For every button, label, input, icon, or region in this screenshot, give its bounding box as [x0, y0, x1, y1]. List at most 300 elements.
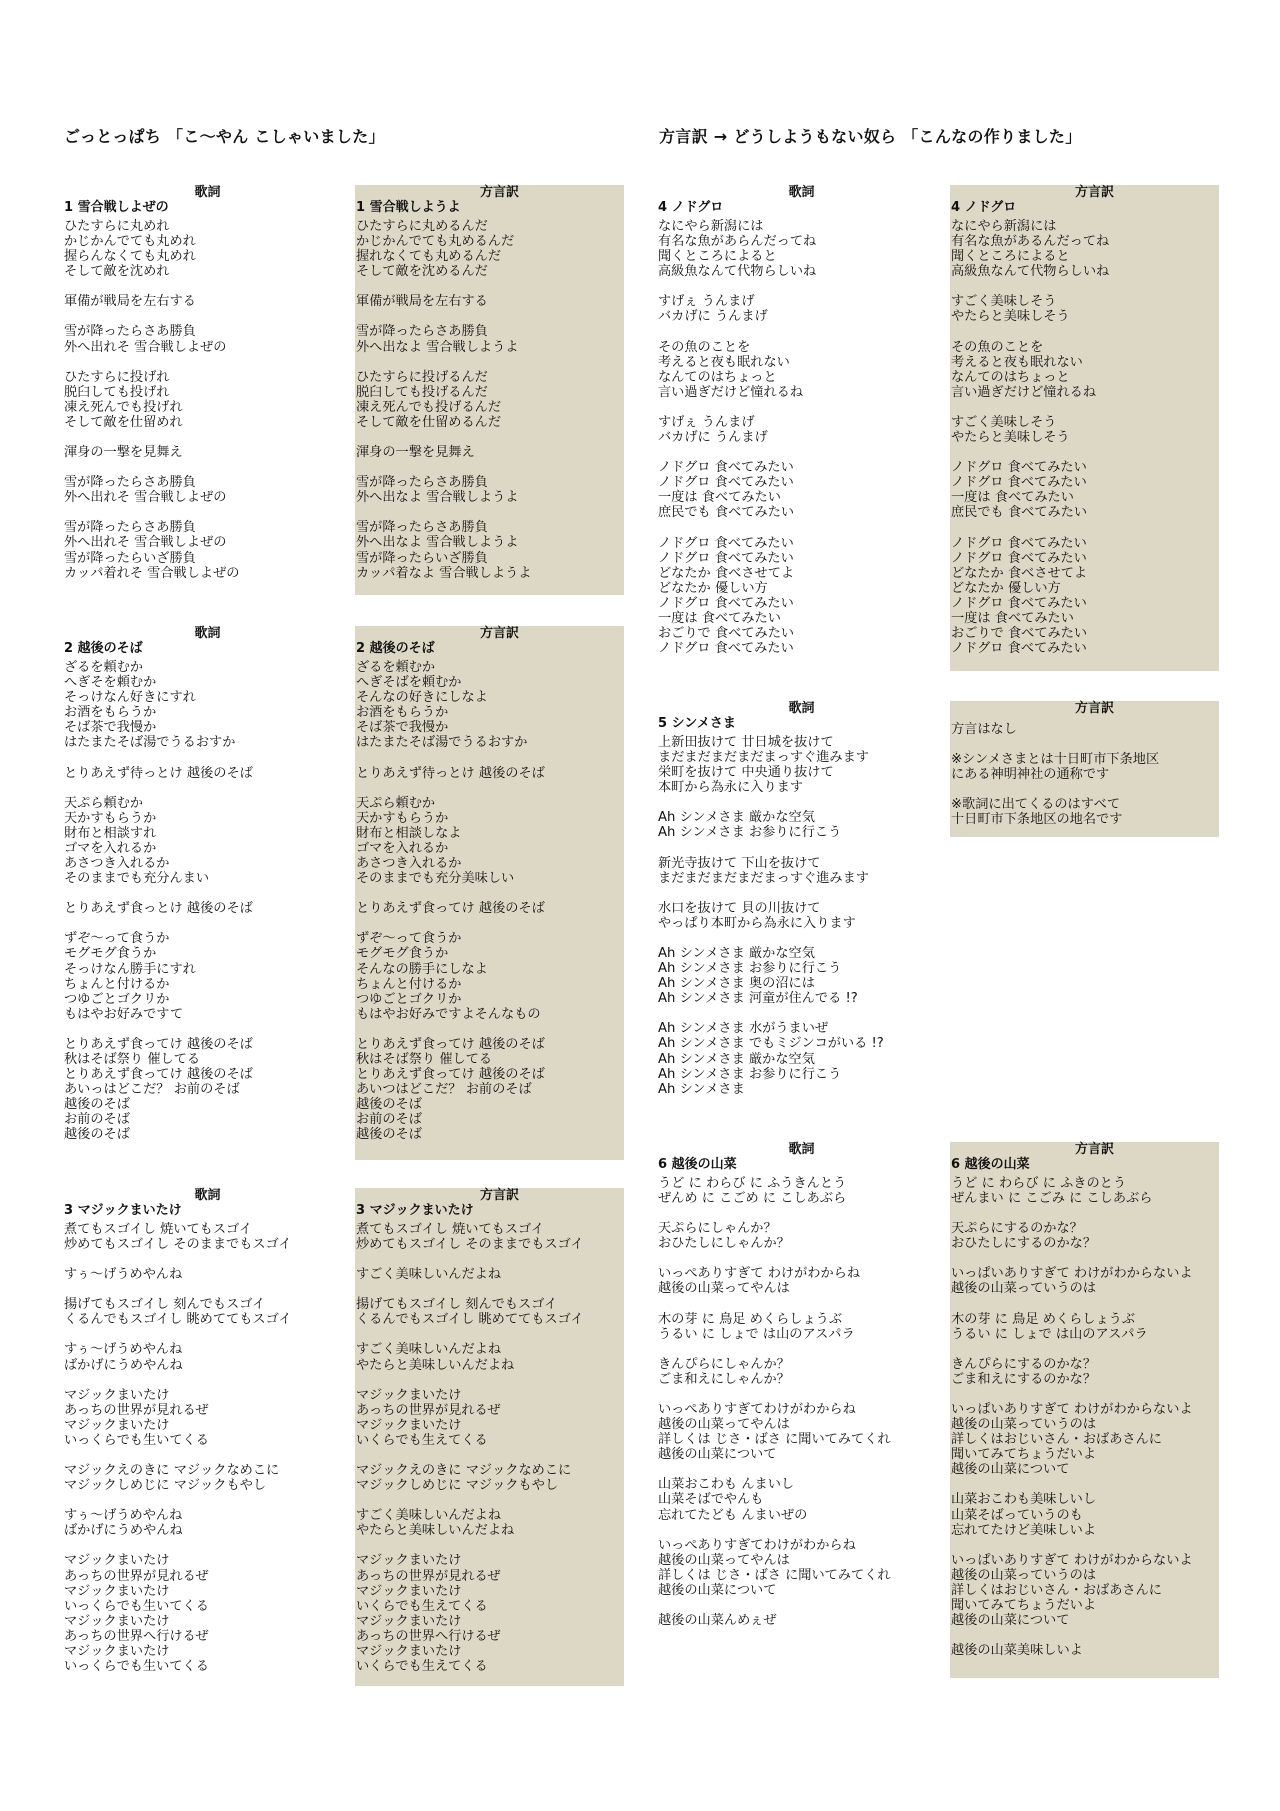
lyric-line: 越後の山菜っていうのは [951, 1567, 1097, 1583]
stanza [355, 324, 624, 354]
lyric-line: ノドグロ 食べてみたい [951, 595, 1087, 611]
lyric-line: へぎそばを頼むか [356, 675, 462, 691]
stanza [657, 1357, 926, 1387]
lyric-line: 握らんなくても丸めれ [64, 249, 196, 265]
lyric-line: 新光寺抜けて 下山を抜けて [658, 855, 821, 871]
lyric-line: お酒をもらうか [356, 705, 449, 721]
stanza [657, 415, 926, 445]
lyric-line: とりあえず食ってけ 越後のそば [64, 1036, 253, 1052]
lyric-line: ちょんと付けるか [356, 976, 462, 992]
lyric-line: Ah シンメさま お参りに行こう [658, 1066, 842, 1082]
stanza [355, 1553, 624, 1674]
lyric-line: そっけなん好きにすれ [64, 690, 196, 706]
lyric-line: そして敵を沈めるんだ [356, 264, 488, 280]
stanza [657, 1312, 926, 1342]
lyric-line: 一度は 食べてみたい [951, 490, 1074, 506]
lyric-line: そんなの好きにしなよ [356, 690, 488, 706]
lyric-line: お前のそば [64, 1112, 130, 1128]
song-title: 2 越後のそば [356, 641, 435, 656]
lyric-line: かじかんでても丸めるんだ [356, 234, 515, 250]
lyric-line: ノドグロ 食べてみたい [951, 475, 1087, 491]
lyric-line: そして敵を仕留めれ [64, 414, 183, 430]
stanza [950, 340, 1219, 400]
lyric-line: あさつき入れるか [64, 856, 170, 872]
lyric-line: 渾身の一撃を見舞え [356, 445, 475, 461]
stanza [355, 931, 624, 1022]
lyric-line: つゆごとゴクリか [64, 991, 170, 1007]
lyric-line: 越後の山菜ってやんは [658, 1417, 790, 1433]
stanza [63, 1267, 332, 1282]
lyric-line: Ah シンメさま でもミジンコがいる !? [658, 1036, 884, 1052]
lyric-line: マジックしめじに マジックもやし [64, 1478, 267, 1494]
lyric-line: 聞くところによると [658, 249, 777, 265]
lyric-line: くるんでもスゴイし 眺めててもスゴイ [64, 1312, 292, 1328]
lyric-line: やたらと美味しいんだよね [356, 1523, 515, 1539]
lyric-line: まだまだまだまだまっすぐ進みます [658, 870, 869, 886]
lyric-line: マジックまいたけ [64, 1387, 170, 1403]
lyric-line: 詳しくは じさ・ばさ に聞いてみてくれ [658, 1567, 891, 1583]
stanza [657, 1613, 926, 1628]
lyric-line: 越後の山菜について [951, 1462, 1070, 1478]
lyric-line: 詳しくはおじいさん・おばあさんに [951, 1432, 1162, 1448]
lyric-line: 天ぷらにしゃんか？ [658, 1221, 777, 1237]
lyric-line: 外へ出れそ 雪合戦しよぜの [64, 535, 227, 551]
song-title: 5 シンメさま [658, 716, 736, 731]
lyric-line: 有名な魚があるんだってね [951, 234, 1110, 250]
lyric-line: おひたしにするのかな？ [951, 1236, 1097, 1252]
lyric-line: 天ぷら頼むか [356, 795, 436, 811]
stanza [950, 460, 1219, 520]
dialect-label: 方言訳 [1074, 701, 1114, 716]
lyric-line: 越後のそば [64, 1127, 130, 1143]
lyric-line: 外へ出なよ 雪合戦しようよ [356, 339, 519, 355]
lyric-line: 考えると夜も眠れない [658, 354, 790, 370]
stanza [63, 1388, 332, 1448]
stanza [657, 1266, 926, 1296]
lyric-line: 聞くところによると [951, 249, 1070, 265]
lyric-line: Ah シンメさま 厳かな空気 [658, 810, 815, 826]
stanza [355, 660, 624, 751]
stanza [63, 1222, 332, 1252]
song-title: 6 越後の山菜 [951, 1157, 1030, 1172]
song-title: 4 ノドグロ [658, 200, 724, 215]
lyric-line: Ah シンメさま お参りに行こう [658, 825, 842, 841]
lyric-line: 外へ出なよ 雪合戦しようよ [356, 490, 519, 506]
lyric-line: Ah シンメさま 河童が住んでる !? [658, 991, 858, 1007]
stanza [657, 1221, 926, 1251]
stanza [63, 1508, 332, 1538]
lyric-line: ノドグロ 食べてみたい [951, 535, 1087, 551]
lyric-line: 考えると夜も眠れない [951, 354, 1083, 370]
song-title: 1 雪合戦しよぜの [64, 200, 169, 215]
lyric-line: 上新田抜けて 廿日城を抜けて [658, 735, 834, 750]
lyric-line: あさつき入れるか [356, 856, 462, 872]
stanza [657, 1176, 926, 1206]
lyric-line: そっけなん勝手にすれ [64, 961, 196, 977]
stanza [63, 1463, 332, 1493]
lyric-line: 握れなくても丸めるんだ [356, 249, 502, 265]
lyric-line: とりあえず食っとけ 越後のそば [64, 901, 253, 917]
lyric-line: やっぱり本町から為永に入ります [658, 915, 856, 931]
lyric-line: 渾身の一撃を見舞え [64, 445, 183, 461]
lyric-line: 方言はなし [951, 722, 1017, 737]
lyric-line: なにやら新潟には [951, 219, 1057, 234]
lyric-line: 雪が降ったらさあ勝負 [356, 475, 488, 491]
stanza [63, 520, 332, 580]
lyric-line: ずぞ～って食うか [356, 931, 462, 947]
stanza [950, 722, 1219, 737]
lyric-line: どなたか 優しい方 [658, 580, 768, 596]
dialect-label: 方言訳 [479, 1188, 519, 1203]
lyric-line: 忘れてたども んまいぜの [658, 1507, 808, 1523]
lyric-line: 高級魚なんて代物らしいね [658, 264, 817, 280]
stanza [63, 370, 332, 430]
lyric-line: 煮てもスゴイし 焼いてもスゴイ [64, 1222, 253, 1237]
lyric-line: ちょんと付けるか [64, 976, 170, 992]
lyric-line: ゴマを入れるか [356, 840, 449, 856]
lyric-line: 雪が降ったらさあ勝負 [356, 324, 488, 340]
lyric-line: そのままでも充分んまい [64, 871, 210, 887]
lyric-line: とりあえず待っとけ 越後のそば [64, 765, 253, 781]
dialect-panel-5 [950, 701, 1219, 837]
stanza [355, 370, 624, 430]
stanza [950, 1312, 1219, 1342]
lyric-line: うるい に しょで は山のアスパラ [951, 1326, 1148, 1342]
lyric-line: あっちの世界が見れるぜ [356, 1568, 501, 1584]
lyric-line: ぜんまい に こごみ に こしあぶら [951, 1191, 1153, 1207]
lyric-line: 山菜そばでやんも [658, 1492, 764, 1508]
lyric-line: うど に わらび に ふきのとう [951, 1176, 1127, 1191]
stanza [355, 1297, 624, 1327]
lyric-line: マジックまいたけ [64, 1583, 170, 1599]
lyric-line: 越後の山菜について [658, 1447, 777, 1463]
lyric-line: ノドグロ 食べてみたい [951, 460, 1087, 476]
stanza [355, 445, 624, 460]
lyric-line: バカげに うんまげ [658, 430, 768, 446]
lyric-line: 山菜そばっていうのも [951, 1507, 1083, 1523]
lyric-line: 越後の山菜っていうのは [951, 1281, 1097, 1297]
stanza [657, 735, 926, 795]
lyric-line: 木の芽 に 鳥足 めくらしょうぶ [658, 1311, 843, 1327]
lyric-line: マジックまいたけ [356, 1583, 462, 1599]
lyric-line: うど に わらび に ふうきんとう [658, 1176, 847, 1191]
lyric-line: 凍え死んでも投げるんだ [356, 399, 502, 415]
lyric-line: ひたすらに丸めるんだ [356, 219, 488, 234]
stanza [950, 536, 1219, 657]
stanza [657, 856, 926, 886]
lyric-line: 越後の山菜ってやんは [658, 1552, 790, 1568]
lyric-line: すぅ～げうめやんね [64, 1342, 183, 1358]
dialect-panel-2 [355, 626, 624, 1160]
stanza [355, 475, 624, 505]
lyric-line: ひたすらに投げれ [64, 369, 170, 385]
lyric-line: Ah シンメさま 厳かな空気 [658, 945, 815, 961]
dialect-label: 方言訳 [479, 626, 519, 641]
lyric-line: ざるを頼むか [356, 660, 436, 675]
lyric-line: 栄町を抜けて 中央通り抜けて [658, 765, 834, 781]
lyric-line: なんてのはちょっと [658, 369, 777, 385]
lyric-line: おごりで 食べてみたい [658, 626, 795, 642]
lyric-line: もはやお好みですよそんなもの [356, 1006, 541, 1022]
lyric-line: マジックしめじに マジックもやし [356, 1478, 559, 1494]
lyric-line: いくらでも生えてくる [356, 1598, 488, 1614]
song-title: 1 雪合戦しようよ [356, 200, 461, 215]
stanza [355, 219, 624, 279]
lyric-line: そして敵を仕留めるんだ [356, 414, 502, 430]
lyric-line: 財布と相談しなよ [356, 825, 462, 841]
lyric-line: ノドグロ 食べてみたい [658, 550, 794, 566]
lyric-line: いくらでも生えてくる [356, 1659, 488, 1675]
lyric-line: ノドグロ 食べてみたい [658, 641, 794, 657]
lyrics-panel-4 [657, 185, 926, 671]
stanza [63, 1037, 332, 1143]
stanza [950, 1643, 1219, 1658]
lyric-line: Ah シンメさま 厳かな空気 [658, 1051, 815, 1067]
stanza [63, 901, 332, 916]
lyric-line: いっぺありすぎてわけがわからね [658, 1537, 856, 1553]
page-title-right: 方言訳 → どうしようもない奴ら 「こんなの作りました」 [659, 127, 1082, 146]
stanza [657, 901, 926, 931]
lyric-line: 炒めてもスゴイし そのままでもスゴイ [64, 1237, 292, 1253]
dialect-panel-4 [950, 185, 1219, 671]
lyric-line: とりあえず食ってけ 越後のそば [64, 1067, 253, 1083]
lyric-line: うるい に しょで は山のアスパラ [658, 1326, 855, 1342]
lyric-line: 聞いてみてちょうだいよ [951, 1447, 1097, 1463]
lyric-line: 天ぷらにするのかな？ [951, 1221, 1083, 1237]
lyric-line: あいつはどこだ？ お前のそば [356, 1082, 532, 1098]
lyric-line: まだまだまだまだまっすぐ進みます [658, 750, 869, 766]
lyrics-panel-6 [657, 1142, 926, 1678]
lyric-line: 脱臼しても投げれ [64, 384, 170, 400]
lyric-line: 天かすもらうか [356, 810, 449, 826]
lyric-line: やたらと美味しそう [951, 309, 1070, 325]
stanza [63, 1342, 332, 1372]
lyrics-label: 歌詞 [194, 185, 221, 200]
lyric-line: 雪が降ったらさあ勝負 [64, 520, 196, 536]
lyric-line: ノドグロ 食べてみたい [658, 595, 794, 611]
stanza [657, 1477, 926, 1522]
stanza [950, 1492, 1219, 1537]
lyric-line: すげぇ うんまげ [658, 414, 755, 430]
stanza [355, 1508, 624, 1538]
lyric-line: 一度は 食べてみたい [658, 490, 781, 506]
lyric-line: マジックまいたけ [356, 1553, 462, 1569]
stanza [657, 536, 926, 657]
lyric-line: 聞いてみてちょうだいよ [951, 1597, 1097, 1613]
lyric-line: いっぺありすぎて わけがわからね [658, 1266, 861, 1282]
lyric-line: へぎそを頼むか [64, 675, 157, 691]
lyric-line: 天ぷら頼むか [64, 795, 144, 811]
lyric-line: あっちの世界へ行けるぜ [64, 1628, 209, 1644]
lyric-line: そして敵を沈めれ [64, 264, 170, 280]
stanza [950, 1266, 1219, 1296]
lyric-line: 秋はそば祭り 催してる [64, 1051, 201, 1067]
lyric-line: そば茶で我慢か [64, 720, 157, 736]
lyric-line: 越後の山菜っていうのは [951, 1417, 1097, 1433]
lyric-line: マジックえのきに マジックなめこに [356, 1463, 572, 1479]
lyrics-panel-2 [63, 626, 332, 1160]
stanza [950, 1553, 1219, 1628]
lyric-line: マジックまいたけ [64, 1553, 170, 1569]
lyric-line: いっぱいありすぎて わけがわからないよ [951, 1266, 1193, 1282]
lyric-line: マジックまいたけ [356, 1417, 462, 1433]
lyric-line: すごく美味しそう [951, 294, 1057, 310]
lyric-line: 越後のそば [64, 1097, 130, 1113]
lyrics-label: 歌詞 [788, 1142, 815, 1157]
lyric-line: ノドグロ 食べてみたい [951, 550, 1087, 566]
stanza [657, 294, 926, 324]
lyric-line: ひたすらに丸めれ [64, 219, 170, 234]
lyric-line: 軍備が戦局を左右する [64, 294, 196, 310]
lyric-line: あっちの世界へ行けるぜ [356, 1628, 501, 1644]
lyric-line: その魚のことを [658, 339, 751, 355]
lyric-line: 煮てもスゴイし 焼いてもスゴイ [356, 1222, 545, 1237]
stanza [950, 752, 1219, 782]
lyric-line: 木の芽 に 鳥足 めくらしょうぶ [951, 1311, 1136, 1327]
lyric-line: その魚のことを [951, 339, 1044, 355]
stanza [355, 1388, 624, 1448]
stanza [355, 1342, 624, 1372]
dialect-label: 方言訳 [1074, 1142, 1114, 1157]
stanza [63, 445, 332, 460]
stanza [950, 415, 1219, 445]
lyric-line: いっくらでも生いてくる [64, 1598, 209, 1614]
lyric-line: 秋はそば祭り 催してる [356, 1051, 493, 1067]
page-title-left: ごっとっぱち 「こ～やん こしゃいました」 [64, 127, 385, 146]
stanza [355, 1037, 624, 1143]
stanza [63, 796, 332, 887]
lyric-line: Ah シンメさま お参りに行こう [658, 961, 842, 977]
stanza [950, 1176, 1219, 1206]
lyric-line: 忘れてたけど美味しいよ [951, 1522, 1097, 1538]
lyric-line: ずぞ～って食うか [64, 931, 170, 947]
stanza [63, 475, 332, 505]
lyric-line: いっぱいありすぎて わけがわからないよ [951, 1552, 1193, 1568]
lyric-line: はたまたそば湯でうるおすか [64, 735, 236, 751]
lyric-line: 詳しくはおじいさん・おばあさんに [951, 1582, 1162, 1598]
lyric-line: 山菜おこわも美味しいし [951, 1492, 1097, 1508]
stanza [63, 294, 332, 309]
lyric-line: やたらと美味しそう [951, 430, 1070, 446]
stanza [950, 1357, 1219, 1387]
dialect-label: 方言訳 [1074, 185, 1114, 200]
lyric-line: そば茶で我慢か [356, 720, 449, 736]
lyric-line: ぜんめ に こごめ に こしあぶら [658, 1191, 847, 1207]
lyric-line: 越後のそば [356, 1127, 422, 1143]
lyric-line: いっくらでも生いてくる [64, 1432, 209, 1448]
lyric-line: 庶民でも 食べてみたい [951, 505, 1088, 521]
lyric-line: 越後の山菜美味しいよ [951, 1643, 1083, 1659]
stanza [657, 460, 926, 520]
stanza [355, 520, 624, 580]
lyrics-label: 歌詞 [788, 701, 815, 716]
stanza [657, 219, 926, 279]
lyric-line: なんてのはちょっと [951, 369, 1070, 385]
lyrics-label: 歌詞 [194, 626, 221, 641]
lyric-line: カッパ着なよ 雪合戦しようよ [356, 565, 532, 581]
song-title: 2 越後のそば [64, 641, 143, 656]
lyric-line: Ah シンメさま [658, 1081, 745, 1097]
dialect-panel-3 [355, 1188, 624, 1686]
stanza [355, 1463, 624, 1493]
lyric-line: 越後の山菜について [658, 1582, 777, 1598]
lyric-line: 雪が降ったらさあ勝負 [64, 324, 196, 340]
stanza [657, 1021, 926, 1096]
lyric-line: かじかんでても丸めれ [64, 234, 196, 250]
lyric-line: 一度は 食べてみたい [658, 610, 781, 626]
stanza [63, 931, 332, 1022]
stanza [63, 766, 332, 781]
lyric-line: 揚げてもスゴイし 刻んでもスゴイ [64, 1297, 266, 1313]
lyric-line: 雪が降ったらいざ勝負 [64, 550, 196, 566]
lyric-line: すげぇ うんまげ [658, 294, 755, 310]
lyric-line: 越後のそば [356, 1097, 422, 1113]
lyric-line: すぅ～げうめやんね [64, 1508, 183, 1524]
lyric-line: 雪が降ったらさあ勝負 [64, 475, 196, 491]
lyric-line: ばかげにうめやんね [64, 1357, 183, 1373]
lyric-line: あっちの世界が見れるぜ [64, 1568, 209, 1584]
stanza [657, 1538, 926, 1598]
lyric-line: はたまたそば湯でうるおすか [356, 735, 528, 751]
lyric-line: マジックまいたけ [356, 1643, 462, 1659]
lyric-line: 言い過ぎだけど憧れるね [658, 384, 804, 400]
lyric-line: 外へ出れそ 雪合戦しよぜの [64, 339, 227, 355]
lyric-line: やたらと美味しいんだよね [356, 1357, 515, 1373]
lyric-line: にある神明神社の通称です [951, 767, 1110, 783]
lyric-line: 越後の山菜について [951, 1613, 1070, 1629]
song-title: 3 マジックまいたけ [356, 1203, 474, 1218]
lyric-line: 越後の山菜んめぇぜ [658, 1612, 777, 1628]
stanza [355, 796, 624, 887]
lyric-line: そのままでも充分美味しい [356, 871, 515, 887]
lyrics-panel-5 [657, 701, 926, 1113]
lyric-line: ※歌詞に出てくるのはすべて [951, 797, 1121, 813]
stanza [355, 294, 624, 309]
lyric-line: マジックまいたけ [64, 1613, 170, 1629]
lyric-line: ざるを頼むか [64, 660, 144, 675]
stanza [63, 660, 332, 751]
lyrics-label: 歌詞 [194, 1188, 221, 1203]
stanza [950, 1221, 1219, 1251]
lyrics-panel-3 [63, 1188, 332, 1686]
lyric-line: そんなの勝手にしなよ [356, 961, 488, 977]
lyric-line: 揚げてもスゴイし 刻んでもスゴイ [356, 1297, 558, 1313]
lyric-line: 凍え死んでも投げれ [64, 399, 183, 415]
stanza [950, 294, 1219, 324]
dialect-panel-6 [950, 1142, 1219, 1678]
lyric-line: 言い過ぎだけど憧れるね [951, 384, 1097, 400]
lyric-line: おひたしにしゃんか？ [658, 1236, 790, 1252]
lyric-line: とりあえず食ってけ 越後のそば [356, 901, 545, 917]
stanza [355, 1267, 624, 1282]
lyric-line: 軍備が戦局を左右する [356, 294, 488, 310]
lyric-line: 本町から為永に入ります [658, 780, 804, 796]
lyric-line: あっちの世界が見れるぜ [64, 1402, 209, 1418]
lyric-line: 外へ出れそ 雪合戦しよぜの [64, 490, 227, 506]
lyric-line: お酒をもらうか [64, 705, 157, 721]
stanza [657, 946, 926, 1006]
lyric-line: お前のそば [356, 1112, 422, 1128]
stanza [657, 1402, 926, 1462]
lyric-line: 山菜おこわも んまいし [658, 1477, 795, 1493]
lyric-line: 脱臼しても投げるんだ [356, 384, 488, 400]
lyric-line: バカげに うんまげ [658, 309, 768, 325]
lyric-line: 外へ出なよ 雪合戦しようよ [356, 535, 519, 551]
lyric-line: ノドグロ 食べてみたい [658, 535, 794, 551]
stanza [63, 324, 332, 354]
dialect-label: 方言訳 [479, 185, 519, 200]
lyric-line: いくらでも生えてくる [356, 1432, 488, 1448]
